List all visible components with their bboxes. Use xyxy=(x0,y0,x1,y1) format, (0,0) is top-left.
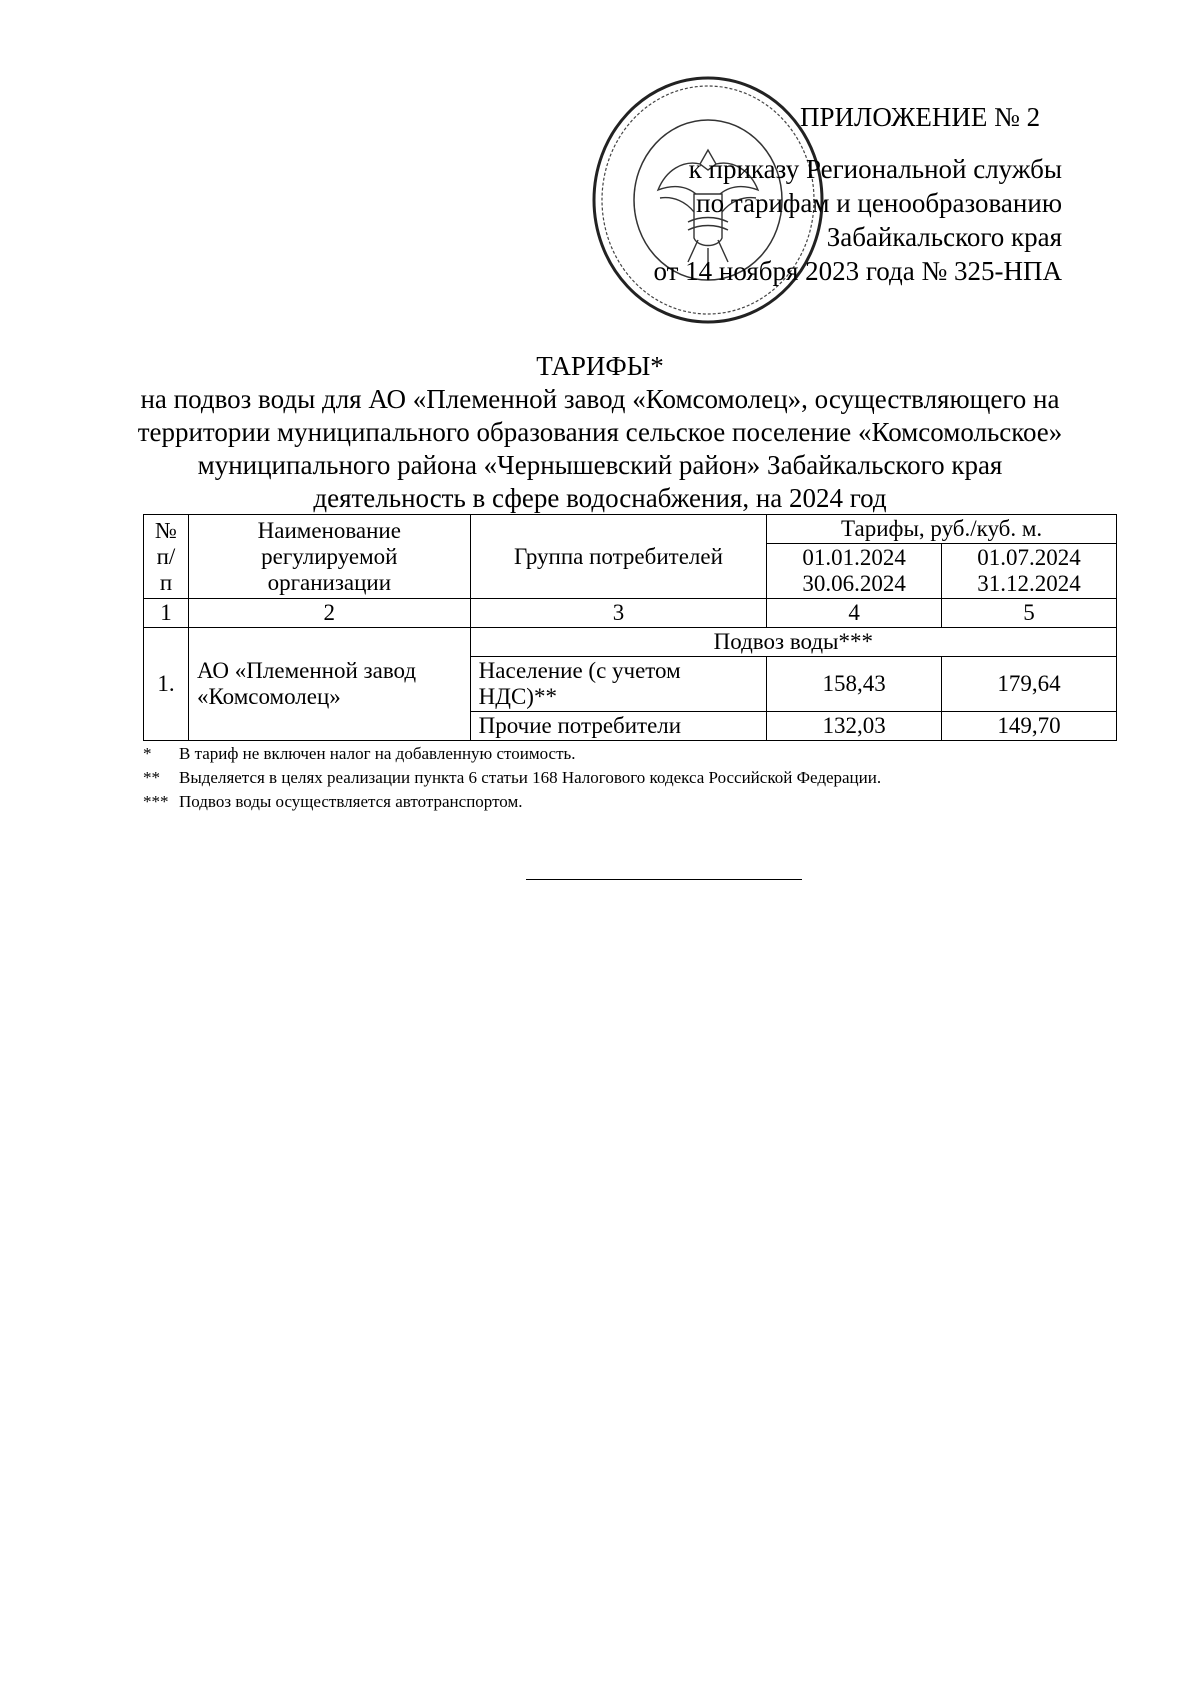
order-line: по тарифам и ценообразованию xyxy=(696,188,1062,218)
footnote-mark: ** xyxy=(143,768,160,787)
header-group: Группа потребителей xyxy=(470,515,767,599)
title-heading: ТАРИФЫ* xyxy=(536,351,664,381)
header-tariffs: Тарифы, руб./куб. м. xyxy=(767,515,1117,544)
column-number: 1 xyxy=(144,599,189,628)
title-line: территории муниципального образования сельское поселение «Комсомольское» xyxy=(137,417,1063,447)
column-numbers-row xyxy=(144,599,1117,628)
appendix-title: ПРИЛОЖЕНИЕ № 2 xyxy=(800,102,1041,132)
title-line: на подвоз воды для АО «Племенной завод «Комсомолец», осуществляющего на xyxy=(140,384,1060,414)
footnote xyxy=(143,767,881,789)
header-period-1: 01.01.2024 30.06.2024 xyxy=(767,544,942,599)
table-header-row xyxy=(144,515,1117,544)
consumer-group: Прочие потребители xyxy=(470,712,767,741)
footnote-text: Выделяется в целях реализации пункта 6 статьи 168 Налогового кодекса Российской Федерации. xyxy=(179,768,882,787)
footnote-mark: * xyxy=(143,744,152,763)
title-line: муниципального района «Чернышевский район» Забайкальского края xyxy=(197,450,1003,480)
row-service: Подвоз воды*** xyxy=(470,628,1116,657)
column-number: 2 xyxy=(188,599,470,628)
footnote xyxy=(143,791,522,813)
footnote-mark: *** xyxy=(143,792,169,811)
tariff-value: 179,64 xyxy=(942,657,1117,712)
footnote-text: В тариф не включен налог на добавленную стоимость. xyxy=(179,744,576,763)
header-period-2: 01.07.2024 31.12.2024 xyxy=(942,544,1117,599)
row-org: АО «Племенной завод «Комсомолец» xyxy=(188,628,470,741)
table-row xyxy=(144,628,1117,657)
order-reference xyxy=(562,152,1062,288)
column-number: 5 xyxy=(942,599,1117,628)
tariffs-table xyxy=(143,514,1117,741)
order-line: Забайкальского края xyxy=(826,222,1062,252)
document-title xyxy=(100,350,1100,515)
consumer-group: Население (с учетом НДС)** xyxy=(470,657,767,712)
column-number: 4 xyxy=(767,599,942,628)
order-line: к приказу Региональной службы xyxy=(688,154,1062,184)
tariff-value: 132,03 xyxy=(767,712,942,741)
tariff-value: 158,43 xyxy=(767,657,942,712)
order-line: от 14 ноября 2023 года № 325-НПА xyxy=(653,256,1062,286)
header-org: Наименование регулируемой организации xyxy=(188,515,470,599)
column-number: 3 xyxy=(470,599,767,628)
footnote-text: Подвоз воды осуществляется автотранспортом. xyxy=(179,792,523,811)
header-num: № п/п xyxy=(144,515,189,599)
tariff-value: 149,70 xyxy=(942,712,1117,741)
footnote xyxy=(143,743,576,765)
row-num: 1. xyxy=(144,628,189,741)
title-line: деятельность в сфере водоснабжения, на 2024 год xyxy=(313,483,887,513)
closing-rule xyxy=(526,879,802,880)
